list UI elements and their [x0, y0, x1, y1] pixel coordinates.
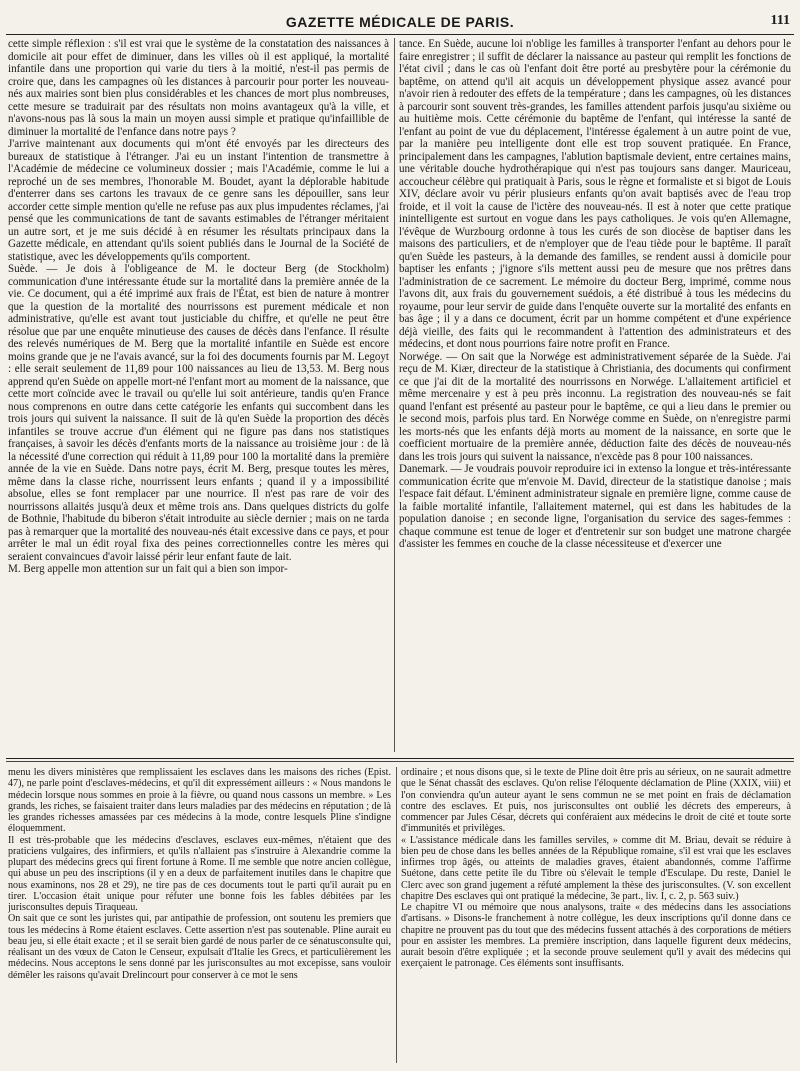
- bottom-left-column: [8, 767, 391, 1063]
- top-left-column: [8, 38, 389, 752]
- paragraph: cette simple réflexion : s'il est vrai que le système de la constatation des naissances à domicile ait pour effet de diminuer, dans les villes où il est appliqué, la mortalité infantile dans une proportion qui varie du tiers à la moitié, n'est-il pas permis de croire que, dans les campagnes où les distances à parcourir pour porter les nouveau-nés aux mairies sont bien plus considérables et les chances de mort plus nombreuses, cette mesure se traduirait par des résultats non moins avantageux qu'à la ville, et n'avons-nous pas là sous la main un moyen aussi simple et pratique qu'infaillible de diminuer la mortalité de l'enfance dans notre pays ?: [8, 38, 389, 138]
- paragraph: menu les divers ministères que remplissaient les esclaves dans les maisons des riches (Epist. 47), ne parle point d'esclaves-médecins, et qu'il dit expressément ailleurs : « Nous mandons le médecin lorsque nous sommes en proie à la fièvre, ou quand nous cassons un membre. » Les grands, les riches, se faisaient traiter dans leurs maladies par des médecins en réputation ; de là les grandes richesses amassées par ces médecins à la mode, contre lesquels Pline s'indigne éloquemment.: [8, 767, 391, 835]
- column-divider: [394, 38, 395, 752]
- column-divider: [396, 767, 397, 1063]
- paragraph: Il est très-probable que les médecins d'esclaves, esclaves eux-mêmes, n'étaient que des praticiens vulgaires, des infirmiers, et qu'ils n'allaient pas s'instruire à Alexandrie comme la plupart des médecins grecs qui firent fortune à Rome. Il me semble que notre ancien collègue, qui abuse un peu des inscriptions (il y en a deux de parfaitement inutiles dans le chapitre que nous examinons, nos 28 et 29), ne tire pas de ces documents tout le parti qu'il aurait pu en tirer. L'occasion était unique pour réfuter une bonne fois les fables débitées par les jurisconsultes depuis Tiraqueau.: [8, 834, 391, 913]
- section-divider: [6, 761, 794, 762]
- paragraph: Le chapitre VI ou mémoire que nous analysons, traite « des médecins dans les associations d'artisans. » Disons-le franchement à notre collègue, les deux inscriptions qu'il donne dans ce chapitre ne prouvent pas du tout que des médecins fussent attachés à des corporations de métiers pour en assister les membres. La première inscription, dans laquelle figurent deux médecins, aurait besoin d'être expliquée ; et la seconde prouve seulement qu'il y avait des médecins qui exerçaient le patronage. Ces éléments sont insuffisants.: [401, 902, 791, 970]
- paragraph: tance. En Suède, aucune loi n'oblige les familles à transporter l'enfant au dehors pour le faire enregistrer ; il suffit de déclarer la naissance au pasteur qui remplit les fonctions de l'état civil ; dans le cas où l'enfant doit être porté au presbytère pour la cérémonie du baptême, on attend qu'il ait acquis un développement physique assez avancé pour n'avoir rien à redouter des effets de la température ; dans les campagnes, où les distances à parcourir sont souvent très-grandes, les familles attendent parfois jusqu'au sixième ou au huitième mois. Cette cérémonie du baptême de l'enfant, qui intéresse la santé de l'enfant au point de vue du déplacement, l'intéresse également à un autre point de vue, par la manière peu intelligente dont elle est trop souvent pratiquée. En France, principalement dans les campagnes, l'ablution baptismale devient, entre certaines mains, une véritable douche hydrothérapique qui n'est pas toujours sans danger. Mauriceau, accoucheur célèbre qui pratiquait à Paris, sous le règne et formaliste et si bigot de Louis XIV, déclare avoir vu périr plusieurs enfants qu'on avait baptisés avec de l'eau trop froide, et il voit la cause de l'ictère des nouveau-nés. Il est à noter que cette pratique inintelligente est surtout en vogue dans les pays catholiques. Je vois qu'en Allemagne, l'évêque de Wurzbourg ordonne à tous les curés de son diocèse de baptiser dans les maisons des particuliers, et de n'employer que de l'eau tiède pour le baptême. Il paraît qu'en Suède les pasteurs, à la demande des familles, se rendent aussi à domicile pour baptiser les enfants ; j'ignore s'ils mettent aussi peu de mesure que nos prêtres dans l'administration de ce sacrement. Le mémoire du docteur Berg, imprimé, comme nous l'avons dit, aux frais du gouvernement suédois, a été distribué à tous les médecins du royaume, pour leur servir de guide dans l'enquête ouverte sur la mortalité des enfants en bas âge ; il y a dans ce document, écrit par un homme compétent et d'une expérience déjà vieille, des faits qui le recommandent à l'attention des administrateurs et des médecins, et dont nous pourrions faire notre profit en France.: [399, 38, 791, 350]
- page-header: [6, 8, 794, 35]
- paragraph: Norwége. — On sait que la Norwége est administrativement séparée de la Suède. J'ai reçu de M. Kiær, directeur de la statistique à Christiania, des documents qui confirment ce que j'ai dit de la mortalité des nourrissons en Norwége. L'allaitement artificiel et même mercenaire y est à peu près inconnu. La registration des nouveau-nés se fait quand l'enfant est présenté au pasteur pour le baptême, ce qui a lieu dans le premier ou le second mois, parfois plus tard. En Norwége comme en Suède, on n'enregistre parmi les morts-nés que les enfants déjà morts au moment de la naissance, en sorte que le coefficient mortuaire de la première année, déduction faite des décès de nouveau-nés dans les trois jours qui suivent la naissance, n'excède pas 8 pour 100 naissances.: [399, 350, 791, 463]
- paragraph: J'arrive maintenant aux documents qui m'ont été envoyés par les directeurs des bureaux de statistique à l'étranger. J'ai eu un instant l'intention de transmettre à l'Académie de médecine ce volumineux dossier ; mais l'Académie, comme le lui a reproché un de ses membres, l'honorable M. Boudet, ayant la déplorable habitude d'enterrer dans ses cartons les travaux de ce genre sans les dépouiller, sans leur accorder cette simple mention qu'elle ne refuse pas aux plus impudentes réclames, j'ai pensé que les communications de tant de savants estimables de l'étranger méritaient un autre sort, et je me suis décidé à en résumer les résultats principaux dans la Gazette médicale, en attendant qu'ils soient publiés dans le Journal de la Société de statistique, avec les développements qu'ils comportent.: [8, 138, 389, 263]
- journal-title: GAZETTE MÉDICALE DE PARIS.: [285, 14, 515, 30]
- paragraph: Suède. — Je dois à l'obligeance de M. le docteur Berg (de Stockholm) communication d'une intéressante étude sur la mortalité dans la première année de la vie. Ce document, qui a été imprimé aux frais de l'État, est bien de nature à montrer que la question de la mortalité des nourrissons est purement médicale et non administrative, qu'elle est avant tout justiciable du chiffre, et qu'elle ne peut être résolue que par une enquête minutieuse des causes de décès dans l'enfance. Il résulte des relevés numériques de M. Berg que la mortalité infantile en Suède est encore moins grande que je ne l'avais avancé, sur la foi des documents fournis par M. Legoyt : elle serait seulement de 11,89 pour 100 naissances au lieu de 13,53. M. Berg nous apprend qu'en Suède on appelle mort-né l'enfant mort au moment de la naissance, que cette mort coïncide avec le travail ou qu'elle lui soit antérieure, tandis qu'en France nous comprenons en outre dans cette catégorie les enfants qui succombent dans les trois jours qui suivent la naissance. Il suit de là qu'en Suède la proportion des décès infantiles se trouve accrue d'un élément qui ne figure pas dans nos statistiques françaises, à savoir les décès d'enfants morts de la naissance au troisième jour : de là la nécessité d'une correction qui réduit à 11,89 pour 100 la mortalité dans la première année de la vie en Suède. Dans notre pays, écrit M. Berg, presque toutes les mères, même dans la classe riche, nourrissent leurs enfants ; quand il y a impossibilité absolue, elles se font remplacer par une nourrice. Il n'est pas rare de voir des nourrissons allaités jusqu'à deux et même trois ans. Dans quelques districts du golfe de Bothnie, l'habitude du biberon s'était introduite au siècle dernier ; mais on ne tarda pas à remarquer que la mortalité des nouveau-nés était excessive dans ce pays, et pour arrêter le mal un édit royal fixa des peines correctionnelles contre les mères qui seraient convaincues d'avoir laissé périr leur enfant faute de lait.: [8, 263, 389, 563]
- page-number: 111: [770, 13, 790, 28]
- bottom-right-column: [401, 767, 791, 1063]
- paragraph: ordinaire ; et nous disons que, si le texte de Pline doit être pris au sérieux, on ne saurait admettre que le Sénat chassât des esclaves. Qu'on relise l'éloquente déclamation de Pline (XXIX, viii) et l'on conviendra qu'un auteur ayant le sens commun ne se met point en frais de déclamation contre des esclaves. Et puis, nos jurisconsultes ont oublié les décrets des empereurs, à commencer par Jules César, décrets qui conféraient aux médecins le droit de cité et toute sorte d'immunités et privilèges.: [401, 767, 791, 835]
- section-divider: [6, 758, 794, 759]
- paragraph: « L'assistance médicale dans les familles serviles, » comme dit M. Briau, devait se réduire à bien peu de chose dans les belles années de la République romaine, s'il est vrai que les esclaves infirmes trop âgés, ou atteints de maladies graves, étaient abandonnés, comme l'affirme Suétone, dans cette petite île du Tibre où s'élevait le temple d'Esculape. Du reste, Daniel le Clerc avec son grand jugement a réfuté amplement la thèse des jurisconsultes. (V. son excellent chapitre Des esclaves qui ont pratiqué la médecine, 3e part., liv. I, c. 2, p. 563 suiv.): [401, 834, 791, 902]
- paragraph: Danemark. — Je voudrais pouvoir reproduire ici in extenso la longue et très-intéressante communication écrite que m'envoie M. David, directeur de la statistique danoise ; mais l'espace fait défaut. L'éminent administrateur signale en première ligne, comme cause de la faible mortalité infantile, l'allaitement maternel, qui est dans les habitudes de la population danoise ; en seconde ligne, l'organisation du service des sages-femmes : chaque commune est tenue de loger et d'entretenir sur son budget une matrone chargée d'assister les femmes en couche de la classe nécessiteuse et d'exercer une: [399, 463, 791, 550]
- paragraph: M. Berg appelle mon attention sur un fait qui a bien son impor-: [8, 563, 288, 575]
- top-right-column: [399, 38, 791, 752]
- paragraph: On sait que ce sont les juristes qui, par antipathie de profession, ont soutenu les premiers que tous les médecins à Rome étaient esclaves. Cette assertion n'est pas soutenable. Pline aurait eu beau jeu, si elle était exacte ; et il se serait bien gardé de nous parler de ce sénatusconsulte qui, réalisant un des vœux de Caton le Censeur, expulsait d'Italie les Grecs, et particulièrement les médecins. Nous acceptons le sens donné par les jurisconsultes au mot excepisse, sans vouloir démêler les raisons qu'avait Drelincourt pour conserver à ce mot le sens: [8, 913, 391, 981]
